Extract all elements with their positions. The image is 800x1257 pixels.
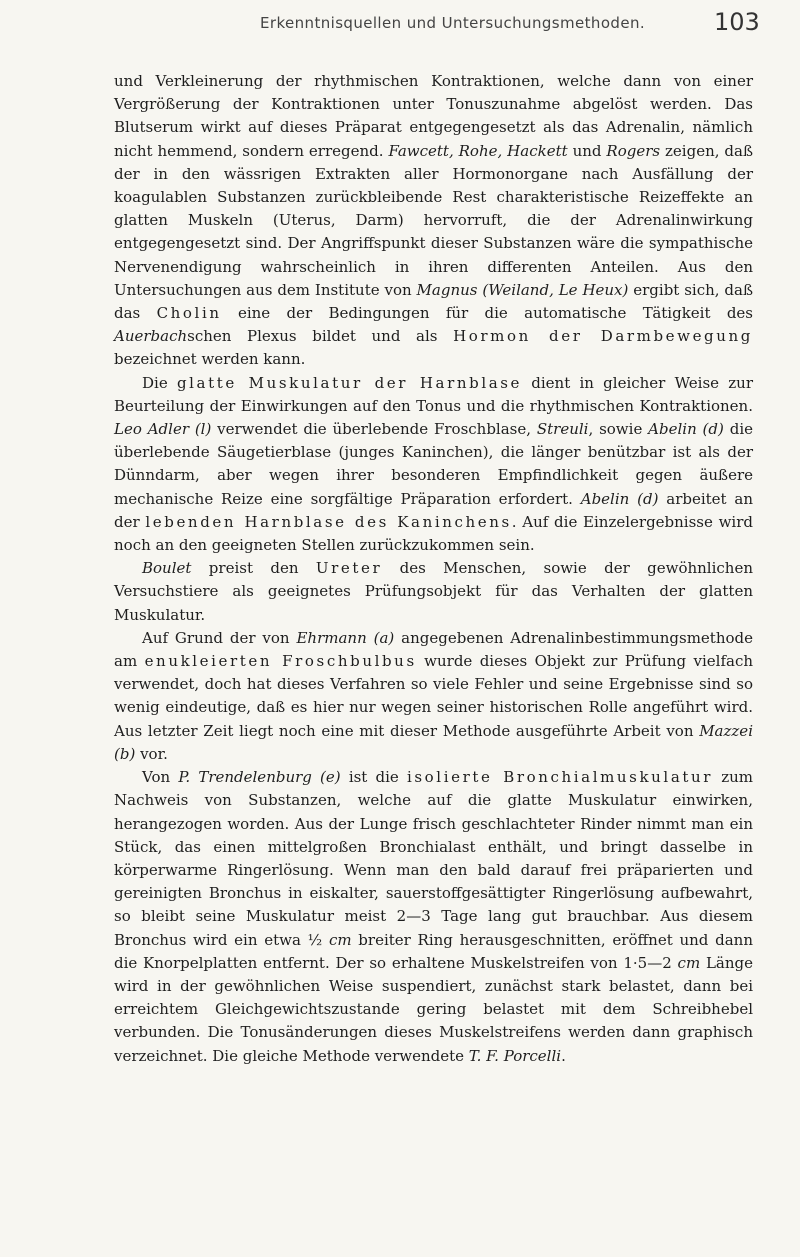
body-text xyxy=(114,70,753,1068)
italic-run: cm xyxy=(328,930,352,949)
spaced-emphasis-run: Ureter xyxy=(315,559,383,578)
text-run: zum Nachweis von Substanzen, welche auf die glatte Muskulatur einwirken, herangezogen worden. Aus der Lunge frisch geschlachteter Rinder nimmt man ein Stück, das einen mittelgroßen Bronchialast enthält, und bringt dasselbe in körperwarme Ringerlösung. Wenn man den bald darauf frei präparierten und gereinigten Bronchus in eiskalter, sauerstoffgesättigter Ringerlösung aufbewahrt, so bleibt seine Muskulatur meist 2—3 Tage lang gut brauchbar. Aus diesem Bronchus wird ein etwa ½ xyxy=(114,768,753,949)
paragraph xyxy=(114,557,753,627)
text-run: ist die xyxy=(340,768,407,787)
text-run: des Menschen, sowie der gewöhnlichen Versuchstiere als geeignetes Prüfungsobjekt für das Verhalten der glatten Muskulatur. xyxy=(114,559,753,624)
text-run: die überlebende Säugetierblase (junges Kaninchen), die länger benützbar ist als der Dünndarm, aber wegen ihrer besonderen Empfindlichkeit gegen äußere mechanische Reize eine sorgfältige Präparation erfordert. xyxy=(114,420,753,508)
italic-run: Magnus (Weiland, Le Heux) xyxy=(416,280,629,299)
italic-run: cm xyxy=(677,953,701,972)
text-run: bezeichnet werden kann. xyxy=(114,350,306,369)
paragraph xyxy=(114,372,753,558)
spaced-emphasis-run: Hormon der Darmbewegung xyxy=(453,327,753,346)
text-run: verwendet die überlebende Froschblase, xyxy=(211,420,537,439)
paragraph xyxy=(114,70,753,372)
spaced-emphasis-run: enukleierten Froschbulbus xyxy=(144,652,417,671)
italic-run: Ehrmann (a) xyxy=(296,628,395,647)
text-run: wurde dieses Objekt zur Prüfung vielfach verwendet, doch hat dieses Verfahren so viele Fehler und seine Ergebnisse sind so wenig eindeutige, daß es hier nur wegen seiner historischen Rolle angeführt wird. Aus letzter Zeit liegt noch eine mit dieser Methode ausgeführte Arbeit von xyxy=(114,652,754,740)
paragraph xyxy=(114,627,753,766)
text-run: dient in gleicher Weise zur Beurteilung der Einwirkungen auf den Tonus und die rhythmischen Kontraktionen. xyxy=(114,373,754,415)
text-run: preist den xyxy=(191,559,316,578)
text-run: Von xyxy=(142,768,179,787)
text-run: vor. xyxy=(135,744,168,763)
italic-run: Abelin (d) xyxy=(580,489,659,508)
italic-run: Streuli xyxy=(536,420,589,439)
text-run: breiter Ring herausgeschnitten, eröffnet und dann die Knorpelplatten entfernt. Der so erhaltene Muskelstreifen von 1·5—2 xyxy=(114,930,753,972)
text-run: . Auf die Einzelergebnisse wird noch an den geeigneten Stellen zurückzukommen sein. xyxy=(114,512,754,555)
spaced-emphasis-run: Cholin xyxy=(156,304,222,323)
spaced-emphasis-run: lebenden Harnblase des Kaninchens xyxy=(145,512,512,531)
text-run: , sowie xyxy=(588,420,649,439)
italic-run: P. Trendelenburg (e) xyxy=(178,768,341,787)
italic-run: Abelin (d) xyxy=(648,420,724,439)
italic-run: Boulet xyxy=(142,559,192,578)
italic-run: T. F. Porcelli xyxy=(468,1046,562,1065)
text-run: Auf Grund der von xyxy=(142,628,297,647)
italic-run: Auerbach xyxy=(114,327,188,346)
paragraph xyxy=(114,766,753,1068)
italic-run: Fawcett, Rohe, Hackett xyxy=(388,141,568,160)
text-run: Länge wird in der gewöhnlichen Weise suspendiert, zunächst stark belastet, dann bei erreichtem Gleichgewichtszustande gering belastet mit dem Schreibhebel verbunden. Die Tonusänderungen dieses Muskelstreifens werden dann graphisch verzeichnet. Die gleiche Methode verwendete xyxy=(114,953,753,1065)
text-run: zeigen, daß der in den wässrigen Extrakten aller Hormonorgane nach Ausfällung der koagulablen Substanzen zurückbleibende Rest charakteristische Reizeffekte an glatten Muskeln (Uterus, Darm) hervorruft, die der Adrenalinwirkung entgegengesetzt sind. Der Angriffspunkt dieser Substanzen wäre die sympathische Nervenendigung wahrscheinlich in ihren differenten Anteilen. Aus den Untersuchungen aus dem Institute von xyxy=(114,141,753,299)
italic-run: Rogers xyxy=(606,141,661,160)
text-run: angegebenen Adrenalinbestimmungsmethode am xyxy=(114,628,753,671)
text-run: ergibt sich, daß das xyxy=(114,280,753,323)
italic-run: Mazzei (b) xyxy=(114,721,753,763)
text-run: arbeitet an der xyxy=(114,489,753,531)
spaced-emphasis-run: glatte Muskulatur der Harnblase xyxy=(176,373,523,392)
text-run: Die xyxy=(142,373,177,392)
running-header: Erkenntnisquellen und Untersuchungsmethoden. xyxy=(260,14,646,32)
text-run: und xyxy=(567,141,607,160)
spaced-emphasis-run: isolierte Bronchialmuskulatur xyxy=(406,768,714,787)
text-run: . xyxy=(561,1046,566,1065)
page-number: 103 xyxy=(714,8,760,36)
text-run: eine der Bedingungen für die automatische Tätigkeit des xyxy=(221,304,753,323)
text-run: schen Plexus bildet und als xyxy=(187,327,454,346)
text-run: und Verkleinerung der rhythmischen Kontraktionen, welche dann von einer Vergrößerung der Kontraktionen unter Tonuszunahme abgelöst werden. Das Blutserum wirkt auf dieses Präparat entgegengesetzt als das Adrenalin, nämlich nicht hemmend, sondern erregend. xyxy=(114,72,753,160)
italic-run: Leo Adler (l) xyxy=(114,420,212,439)
